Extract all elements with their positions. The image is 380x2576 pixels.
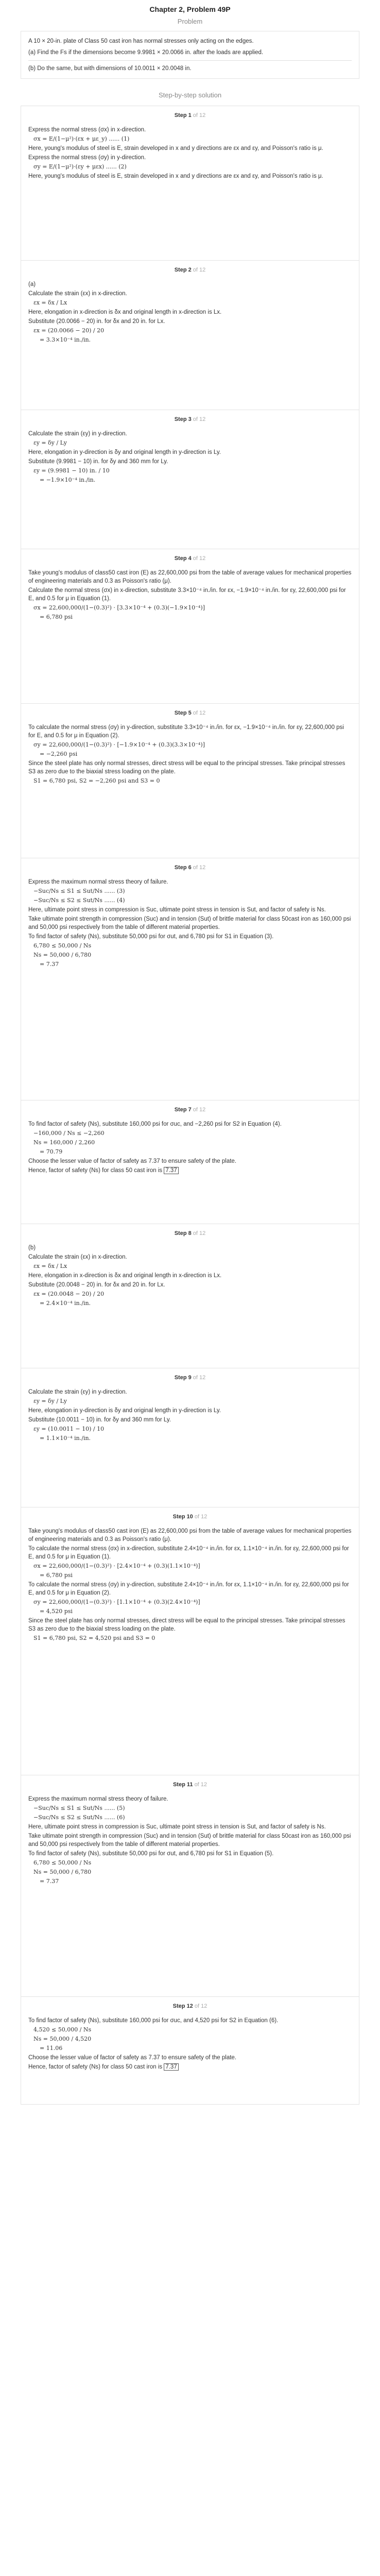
step-count: of 12 <box>194 1514 208 1520</box>
equation: = 4,520 psi <box>40 1608 73 1615</box>
step-card <box>21 549 359 703</box>
equation: = 3.3×10⁻⁴ in./in. <box>40 336 91 343</box>
step-text-content: Choose the lesser value of factor of safety as 7.37 to ensure safety of the plate. <box>28 1158 237 1164</box>
step-text <box>28 1253 352 1261</box>
step-text <box>28 2063 352 2071</box>
step-text-content: Hence, factor of safety (Ns) for class 50 cast iron is <box>28 1167 163 1174</box>
step-text-content: Calculate the strain (εx) in x-direction. <box>28 1254 127 1260</box>
step-text-content: Express the maximum normal stress theory of failure. <box>28 879 168 885</box>
step-text <box>28 1166 352 1175</box>
step-text-content: Here, elongation in x-direction is δx and original length in x-direction is Lx. <box>28 1273 222 1279</box>
equation: = 2.4×10⁻⁴ in./in. <box>40 1300 91 1307</box>
step-label: Step 5 <box>174 710 192 716</box>
step-count: of 12 <box>193 112 206 118</box>
step-text-content: Substitute (20.0066 − 20) in. for δx and 20 in. for Lx. <box>28 318 165 325</box>
step-text <box>28 915 352 931</box>
step-text <box>28 569 352 585</box>
step-count: of 12 <box>193 1375 206 1381</box>
step-text-content: Since the steel plate has only normal stresses, direct stress will be equal to the principal stresses. Take principal stresses S3 as zero due to the biaxial stress loading on the plate. <box>28 760 346 775</box>
step-text <box>28 1617 352 1633</box>
step-card <box>21 1100 359 1224</box>
equation: Ns = 50,000 / 6,780 <box>33 952 92 958</box>
step-count: of 12 <box>194 2003 208 2009</box>
step-text-content: Here, elongation in y-direction is δy and original length in y-direction is Ly. <box>28 449 221 455</box>
step-text-content: To calculate the normal stress (σx) in x-direction, substitute 2.4×10⁻⁴ in./in. for εx, 1.1×10⁻⁴ in./in. for εy, 22,600,000 psi for E, and 0.5 for μ in Equation (1). <box>28 1546 349 1560</box>
step-text <box>28 1527 352 1544</box>
equation: εx = δx / Lx <box>33 1263 67 1269</box>
step-text <box>28 280 352 289</box>
step-text <box>28 1823 352 1831</box>
step-card <box>21 1368 359 1507</box>
step-label: Step 8 <box>174 1230 192 1236</box>
step-text <box>28 586 352 603</box>
step-card <box>21 1507 359 1775</box>
step-text-content: Calculate the strain (εy) in y-direction. <box>28 431 127 437</box>
page-title: Chapter 2, Problem 49P <box>149 5 231 13</box>
step-header <box>28 112 352 118</box>
step-text-content: Calculate the normal stress (σx) in x-direction, substitute 3.3×10⁻⁴ in./in. for εx, −1.9×10⁻⁴ in./in. for εy, 22,600,000 psi for E, and 0.5 for μ in Equation (1). <box>28 587 346 602</box>
equation: σy = E/(1−μ²)·(εy + μεx) ...... (2) <box>33 163 127 170</box>
step-card <box>21 1996 359 2105</box>
step-label: Step 6 <box>174 865 192 871</box>
step-text <box>28 1272 352 1280</box>
equation: 4,520 ≤ 50,000 / Ns <box>33 2026 92 2033</box>
step-label: Step 2 <box>174 267 192 273</box>
equation: = 1.1×10⁻⁴ in./in. <box>40 1435 91 1442</box>
step-text-content: Express the normal stress (σy) in y-direction. <box>28 155 146 161</box>
step-text <box>28 317 352 326</box>
step-card <box>21 1224 359 1368</box>
equation: εx = (20.0048 − 20) / 20 <box>33 1291 105 1297</box>
step-header <box>28 1514 352 1520</box>
step-text-content: (b) <box>28 1245 36 1251</box>
step-text <box>28 1545 352 1561</box>
step-text-content: Take young's modulus of class50 cast iron (E) as 22,600,000 psi from the table of average values for mechanical properties of engineering materials and 0.3 as Poisson's ratio (μ). <box>28 1528 352 1543</box>
step-text <box>28 1281 352 1289</box>
equation: = −1.9×10⁻⁴ in./in. <box>40 477 96 483</box>
equation: 6,780 ≤ 50,000 / Ns <box>33 942 92 949</box>
solution-label: Step-by-step solution <box>158 91 222 99</box>
equation: S1 = 6,780 psi, S2 = 4,520 psi and S3 = 0 <box>33 1635 156 1641</box>
equation: 6,780 ≤ 50,000 / Ns <box>33 1859 92 1866</box>
step-text-content: Substitute (10.0011 − 10) in. for δy and 360 mm for Ly. <box>28 1417 171 1423</box>
equation: = 7.37 <box>40 1878 59 1885</box>
equation: S1 = 6,780 psi, S2 = −2,260 psi and S3 = 0 <box>33 777 160 784</box>
step-text <box>28 933 352 941</box>
step-label: Step 4 <box>174 555 192 562</box>
step-text-content: (a) <box>28 281 36 287</box>
step-text <box>28 2054 352 2062</box>
step-label: Step 1 <box>174 112 192 118</box>
step-count: of 12 <box>193 416 206 422</box>
step-header <box>28 416 352 422</box>
step-text-content: Express the normal stress (σx) in x-direction. <box>28 127 146 133</box>
step-text <box>28 290 352 298</box>
step-header <box>28 710 352 716</box>
equation: εy = δy / Ly <box>33 1398 67 1404</box>
step-text-content: Here, young's modulus of steel is E, strain developed in x and y directions are εx and εy, and Poisson's ratio is μ. <box>28 145 323 151</box>
step-header <box>28 1782 352 1788</box>
step-text-content: Take ultimate point strength in compression (Suc) and in tension (Sut) of brittle material for class 50cast iron as 160,000 psi and 50,000 psi respectively from the table of different material properties. <box>28 1833 351 1848</box>
equation: = 6,780 psi <box>40 1572 73 1579</box>
step-text <box>28 1157 352 1165</box>
step-text <box>28 126 352 134</box>
problem-part-b: (b) Do the same, but with dimensions of 10.0011 × 20.0048 in. <box>28 65 192 72</box>
step-header <box>28 1230 352 1236</box>
step-count: of 12 <box>193 1230 206 1236</box>
problem-part-a: (a) Find the Fs if the dimensions become 9.9981 × 20.0066 in. after the loads are applied. <box>28 49 264 56</box>
equation: εy = δy / Ly <box>33 439 67 446</box>
step-text <box>28 1850 352 1858</box>
step-count: of 12 <box>193 865 206 871</box>
step-text <box>28 457 352 466</box>
step-text <box>28 759 352 776</box>
final-answer-box: 7.37 <box>164 2063 178 2071</box>
step-text-content: Substitute (20.0048 − 20) in. for δx and 20 in. for Lx. <box>28 1282 165 1288</box>
step-text <box>28 448 352 456</box>
step-header <box>28 2003 352 2009</box>
steps-container <box>0 106 380 2105</box>
step-text <box>28 1416 352 1424</box>
step-text <box>28 172 352 180</box>
equation: σx = 22,600,000/(1−(0.3)²) · [2.4×10⁻⁴ + (0.3)(1.1×10⁻⁴)] <box>33 1563 200 1569</box>
step-text-content: To calculate the normal stress (σy) in y-direction, substitute 2.4×10⁻⁴ in./in. for εx, 1.1×10⁻⁴ in./in. for εy, 22,600,000 psi for E, and 0.5 for μ in Equation (2). <box>28 1582 349 1596</box>
step-header <box>28 267 352 273</box>
problem-label: Problem <box>177 18 203 25</box>
step-card <box>21 1775 359 1996</box>
equation: σy = 22,600,000/(1−(0.3)²) · [1.1×10⁻⁴ + (0.3)(2.4×10⁻⁴)] <box>33 1599 200 1605</box>
equation: σx = 22,600,000/(1−(0.3)²) · [3.3×10⁻⁴ + (0.3)(−1.9×10⁻⁴)] <box>33 604 205 611</box>
divider <box>28 60 352 61</box>
step-text <box>28 1244 352 1252</box>
step-label: Step 7 <box>174 1107 192 1113</box>
step-text-content: Here, young's modulus of steel is E, strain developed in x and y directions are εx and εy, and Poisson's ratio is μ. <box>28 173 323 179</box>
step-text-content: To find factor of safety (Ns), substitute 50,000 psi for σut, and 6,780 psi for S1 in Equation (5). <box>28 1851 274 1857</box>
step-label: Step 12 <box>172 2003 193 2009</box>
step-text-content: Take young's modulus of class50 cast iron (E) as 22,600,000 psi from the table of average values for mechanical properties of engineering materials and 0.3 as Poisson's ratio (μ). <box>28 570 352 584</box>
equation: −Suc/Ns ≤ S1 ≤ Sut/Ns ...... (5) <box>33 1805 125 1811</box>
step-text-content: Calculate the strain (εy) in y-direction. <box>28 1389 127 1395</box>
step-card <box>21 410 359 549</box>
step-text-content: To calculate the normal stress (σy) in y-direction, substitute 3.3×10⁻⁴ in./in. for εx, −1.9×10⁻⁴ in./in. for εy, 22,600,000 psi for E, and 0.5 for μ in Equation (2). <box>28 724 344 739</box>
step-header <box>28 1375 352 1381</box>
step-text <box>28 1406 352 1415</box>
step-text <box>28 1795 352 1803</box>
equation: −Suc/Ns ≤ S1 ≤ Sut/Ns ...... (3) <box>33 888 125 894</box>
step-card <box>21 703 359 858</box>
equation: = 6,780 psi <box>40 614 73 620</box>
step-text-content: Here, elongation in x-direction is δx and original length in x-direction is Lx. <box>28 309 222 315</box>
final-answer-box: 7.37 <box>164 1167 178 1174</box>
step-text-content: Here, ultimate point stress in compression is Suc, ultimate point stress in tension is Sut, and factor of safety is Ns. <box>28 1824 326 1830</box>
step-text <box>28 308 352 316</box>
step-label: Step 9 <box>174 1375 192 1381</box>
step-text <box>28 878 352 886</box>
step-text-content: To find factor of safety (Ns), substitute 50,000 psi for σut, and 6,780 psi for S1 in Equation (3). <box>28 934 274 940</box>
step-header <box>28 555 352 562</box>
step-count: of 12 <box>193 710 206 716</box>
equation: = 70.79 <box>40 1148 63 1155</box>
equation: −Suc/Ns ≤ S2 ≤ Sut/Ns ...... (4) <box>33 897 125 904</box>
step-label: Step 11 <box>172 1782 193 1788</box>
equation: εx = (20.0066 − 20) / 20 <box>33 327 105 334</box>
step-text <box>28 430 352 438</box>
equation: = 11.06 <box>40 2045 63 2052</box>
step-text <box>28 1120 352 1128</box>
step-text <box>28 2016 352 2025</box>
equation: Ns = 50,000 / 6,780 <box>33 1869 92 1875</box>
step-text <box>28 906 352 914</box>
step-header <box>28 865 352 871</box>
step-text-content: Express the maximum normal stress theory of failure. <box>28 1796 168 1802</box>
step-count: of 12 <box>194 1782 208 1788</box>
step-text-content: Substitute (9.9981 − 10) in. for δy and 360 mm for Ly. <box>28 459 168 465</box>
equation: Ns = 160,000 / 2,260 <box>33 1139 95 1146</box>
equation: εx = δx / Lx <box>33 299 67 306</box>
step-card <box>21 260 359 410</box>
step-header <box>28 1107 352 1113</box>
step-label: Step 3 <box>174 416 192 422</box>
equation: σx = E/(1−μ²)·(εx + με_y) ...... (1) <box>33 135 130 142</box>
step-count: of 12 <box>193 1107 206 1113</box>
equation: Ns = 50,000 / 4,520 <box>33 2036 92 2042</box>
equation: εy = (10.0011 − 10) / 10 <box>33 1426 105 1432</box>
step-text-content: Hence, factor of safety (Ns) for class 50 cast iron is <box>28 2064 163 2070</box>
step-text <box>28 1388 352 1396</box>
problem-statement <box>21 31 359 79</box>
equation: −Suc/Ns ≤ S2 ≤ Sut/Ns ...... (6) <box>33 1814 125 1821</box>
equation: εy = (9.9981 − 10) in. / 10 <box>33 467 110 474</box>
equation: = 7.37 <box>40 961 59 968</box>
step-text <box>28 723 352 740</box>
step-count: of 12 <box>193 555 206 562</box>
step-text-content: Since the steel plate has only normal stresses, direct stress will be equal to the principal stresses. Take principal stresses S3 as zero due to the biaxial stress loading on the plate. <box>28 1618 346 1632</box>
equation: = −2,260 psi <box>40 751 78 757</box>
step-text-content: Here, ultimate point stress in compression is Suc, ultimate point stress in tension is Sut, and factor of safety is Ns. <box>28 907 326 913</box>
problem-line: A 10 × 20-in. plate of Class 50 cast iron has normal stresses only acting on the edges. <box>28 38 254 44</box>
step-text-content: Calculate the strain (εx) in x-direction. <box>28 291 127 297</box>
step-count: of 12 <box>193 267 206 273</box>
step-text-content: To find factor of safety (Ns), substitute 160,000 psi for σuc, and −2,260 psi for S2 in Equation (4). <box>28 1121 282 1127</box>
step-text-content: Here, elongation in y-direction is δy and original length in y-direction is Ly. <box>28 1408 221 1414</box>
step-text <box>28 1832 352 1849</box>
step-text <box>28 1581 352 1597</box>
equation: σy = 22,600,000/(1−(0.3)²) · [−1.9×10⁻⁴ + (0.3)(3.3×10⁻⁴)] <box>33 741 205 748</box>
step-card <box>21 858 359 1100</box>
step-text-content: Choose the lesser value of factor of safety as 7.37 to ensure safety of the plate. <box>28 2055 237 2061</box>
step-text <box>28 144 352 152</box>
step-text <box>28 154 352 162</box>
step-label: Step 10 <box>172 1514 193 1520</box>
step-text-content: Take ultimate point strength in compression (Suc) and in tension (Sut) of brittle material for class 50cast iron as 160,000 psi and 50,000 psi respectively from the table of different material properties. <box>28 916 351 930</box>
equation: −160,000 / Ns ≤ −2,260 <box>33 1130 105 1137</box>
step-text-content: To find factor of safety (Ns), substitute 160,000 psi for σuc, and 4,520 psi for S2 in Equation (6). <box>28 2018 279 2024</box>
step-card <box>21 106 359 260</box>
